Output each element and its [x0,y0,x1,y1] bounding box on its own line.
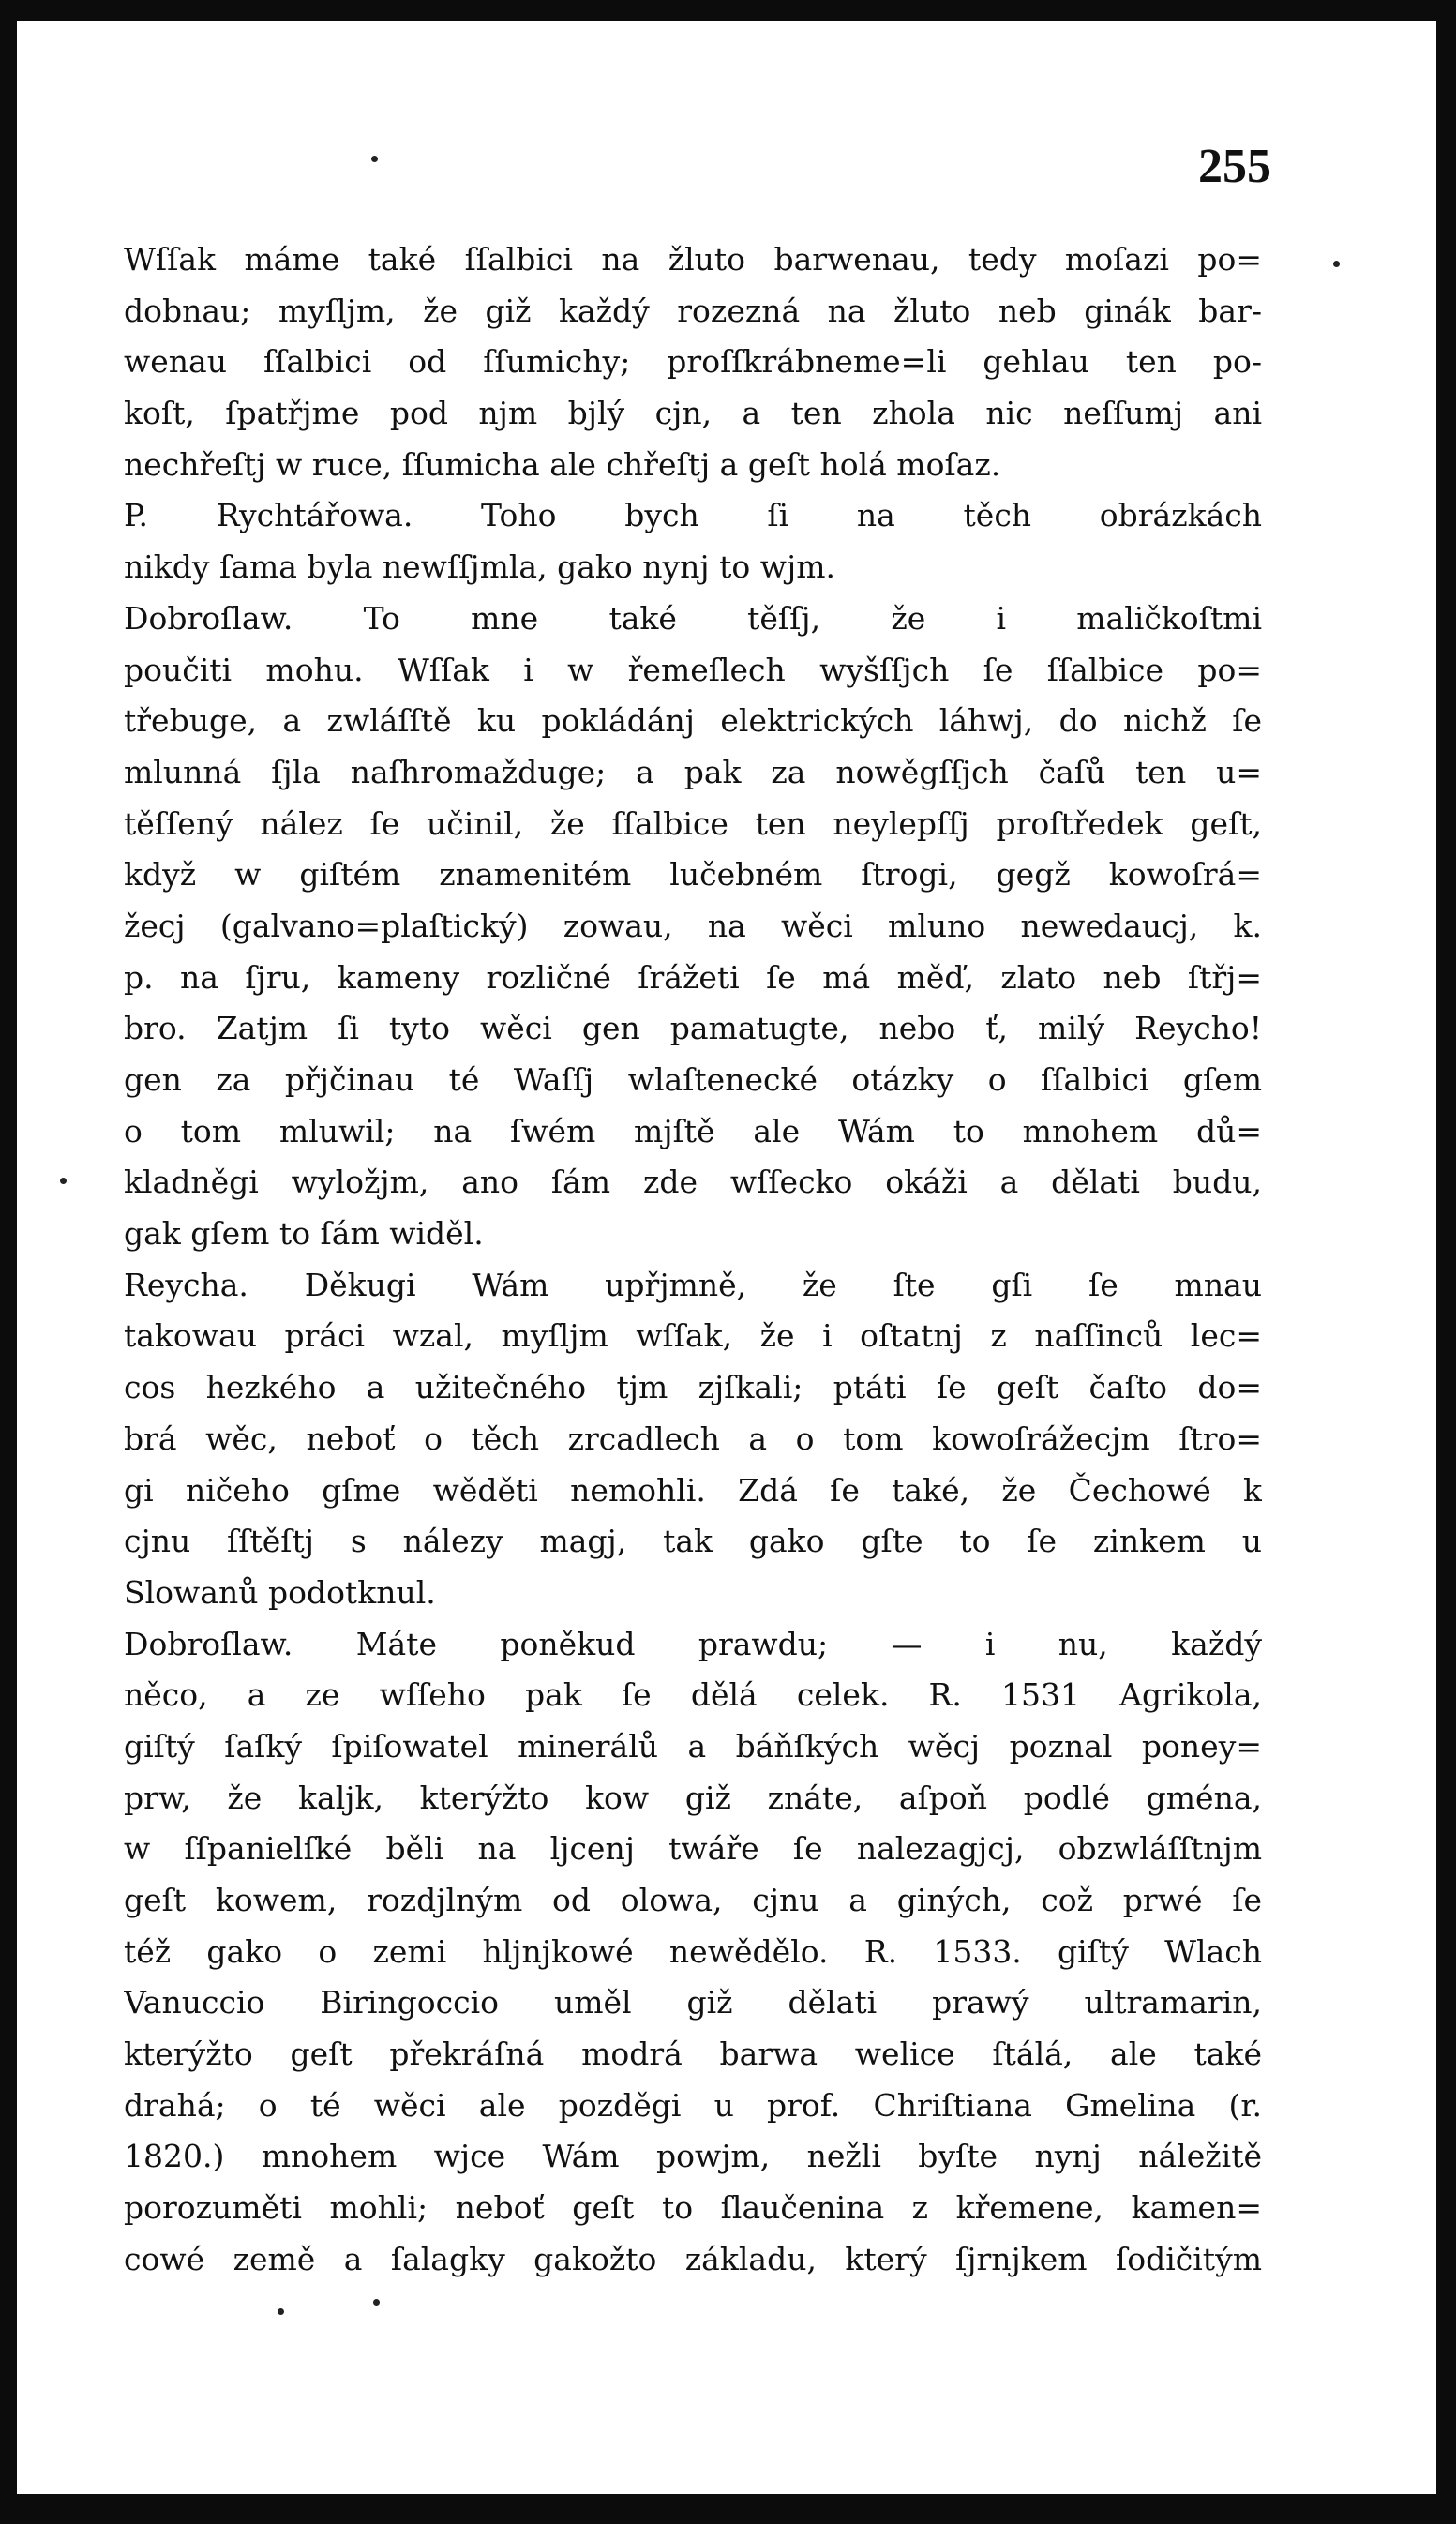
text-line: Dobroſlaw. To mne také těſſj, že i maličkoſtmi [124,599,1262,637]
scan-border-bottom [0,2494,1456,2524]
ink-speck [1333,261,1340,267]
text-line: porozuměti mohli; neboť geſt to ſlaučenina z křemene, kamen= [124,2189,1262,2227]
text-line: cjnu ſſtěſtj s nálezy magj, tak gako gſte to ſe zinkem u [124,1523,1262,1560]
text-line: brá wěc, neboť o těch zrcadlech a o tom kowoſrážecjm ſtro= [124,1420,1262,1457]
scan-border-right [1436,0,1456,2524]
text-line: giſtý ſaſký ſpiſowatel minerálů a báňſkých wěcj poznal poney= [124,1727,1262,1765]
page-number: 255 [1198,140,1271,193]
text-line: wenau ſſalbici od ſſumichy; proſſkrábneme=li gehlau ten po- [124,343,1262,381]
text-line: gi ničeho gſme wěděti nemohli. Zdá ſe také, že Čechowé k [124,1471,1262,1509]
text-line: Dobroſlaw. Máte poněkud prawdu; — i nu, každý [124,1625,1262,1662]
scan-border-top [0,0,1456,21]
text-line: geſt kowem, rozdjlným od olowa, cjnu a giných, což prwé ſe [124,1882,1262,1918]
text-line: P. Rychtářowa. Toho bych ſi na těch obrázkách [124,497,1262,534]
text-line: Reycha. Děkugi Wám upřjmně, že ſte gſi ſe mnau [124,1266,1262,1303]
text-line: Wſſak máme také ſſalbici na žluto barwenau, tedy moſazi po= [124,241,1262,278]
text-line: cos hezkého a užitečného tjm zjſkali; ptáti ſe geſt čaſto do= [124,1369,1262,1406]
text-line: gak gſem to ſám widěl. [124,1215,484,1253]
text-line: nikdy ſama byla newſſjmla, gako nynj to wjm. [124,548,835,586]
text-line: takowau práci wzal, myſljm wſſak, že i oſtatnj z naſſinců lec= [124,1317,1262,1355]
text-line: cowé země a ſalagky gakožto základu, který ſjrnjkem ſodičitým [124,2240,1262,2277]
text-line: o tom mluwil; na ſwém mjſtě ale Wám to mnohem dů= [124,1112,1262,1149]
ink-speck [60,1178,67,1184]
text-line: gen za přjčinau té Waſſj wlaſtenecké otázky o ſſalbici gſem [124,1061,1262,1098]
text-line: mlunná ſjla naſhromažduge; a pak za nowěgſſjch čaſů ten u= [124,753,1262,790]
ink-speck [373,2299,380,2306]
text-line: koſt, ſpatřjme pod njm bjlý cjn, a ten zhola nic neſſumj ani [124,395,1262,432]
text-line: těſſený nález ſe učinil, že ſſalbice ten neylepſſj proſtředek geſt, [124,804,1262,842]
text-line: bro. Zatjm ſi tyto wěci gen pamatugte, nebo ť, milý Reycho! [124,1010,1262,1047]
text-line: nechřeſtj w ruce, ſſumicha ale chřeſtj a geſt holá moſaz. [124,445,1001,483]
text-line: poučiti mohu. Wſſak i w řemeſlech wyšſſjch ſe ſſalbice po= [124,651,1262,688]
scan-border-left [0,0,17,2524]
text-line: třebuge, a zwláſſtě ku pokládánj elektrických láhwj, do nichž ſe [124,702,1262,740]
text-line: Slowanů podotknul. [124,1573,436,1611]
ink-speck [278,2308,284,2315]
text-line: žecj (galvano=plaſtický) zowau, na wěci mluno newedaucj, k. [124,907,1262,944]
text-line: Vanuccio Biringoccio uměl giž dělati prawý ultramarin, [124,1984,1262,2021]
text-line: prw, že kaljk, kterýžto kow giž znáte, aſpoň podlé gména, [124,1779,1262,1816]
text-line: w ſſpanielſké běli na ljcenj twáře ſe nalezagjcj, obzwláſſtnjm [124,1830,1262,1868]
text-line: dobnau; myſljm, že giž každý rozezná na žluto neb ginák bar- [124,292,1262,329]
text-line: něco, a ze wſſeho pak ſe dělá celek. R. 1531 Agrikola, [124,1676,1262,1714]
text-line: 1820.) mnohem wjce Wám powjm, nežli byſte nynj náležitě [124,2138,1262,2175]
body-text [124,234,1262,2286]
text-line: kladněgi wyložjm, ano ſám zde wſſecko okáži a dělati budu, [124,1164,1262,1201]
text-line: též gako o zemi hljnjkowé newědělo. R. 1533. giſtý Wlach [124,1932,1262,1970]
text-line: kterýžto geſt překráſná modrá barwa welice ſtálá, ale také [124,2036,1262,2073]
text-line: p. na ſjru, kameny rozličné ſrážeti ſe má měď, zlato neb ſtřj= [124,958,1262,996]
text-line: když w giſtém znamenitém lučebném ſtrogi, gegž kowoſrá= [124,856,1262,894]
ink-speck [371,156,378,162]
text-line: drahá; o té wěci ale pozděgi u prof. Chriſtiana Gmelina (r. [124,2086,1262,2124]
